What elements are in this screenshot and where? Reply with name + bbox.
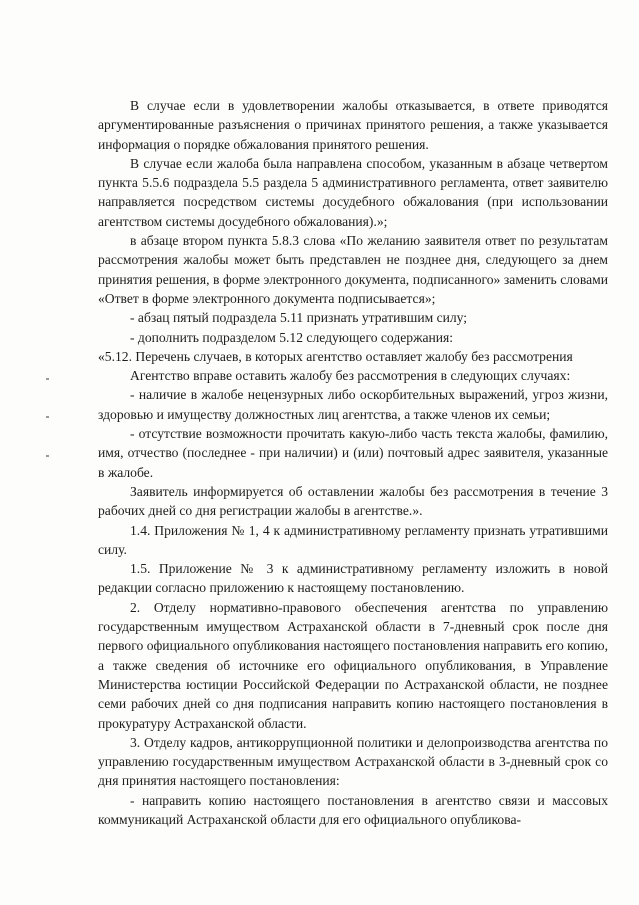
paragraph: 2. Отделу нормативно-правового обеспечения агентства по управлению государственным имуществом Астраханской области в 7-дневный срок после дня первого официального опубликования настоящего постановления направить его копию, а также сведения об источнике его официального опубликования, в Управление Министерства юстиции Российской Федерации по Астраханской области, не позднее семи рабочих дней со дня подписания направить копию настоящего постановления в прокуратуру Астраханской области. [98, 599, 608, 731]
paragraph: Заявитель информируется об оставлении жалобы без рассмотрения в течение 3 рабочих дней со дня регистрации жалобы в агентстве.». [98, 483, 608, 519]
paragraph: Агентство вправе оставить жалобу без рассмотрения в следующих случаях: [130, 368, 571, 384]
paragraph: в абзаце втором пункта 5.8.3 слова «По желанию заявителя ответ по результатам рассмотрения жалобы может быть представлен не позднее дня, следующего за днем принятия решения, в форме электронного документа, подписанного» заменить словами «Ответ в форме электронного документа подписывается»; [98, 233, 608, 306]
paragraph: «5.12. Перечень случаев, в которых агентство оставляет жалобу без рассмотрения [98, 348, 573, 364]
paragraph: 1.5. Приложение № 3 к административному регламенту изложить в новой редакции согласно приложению к настоящему постановлению. [98, 561, 608, 596]
paragraph: - направить копию настоящего постановления в агентство связи и массовых коммуникаций Астраханской области для его официального опубликова- [98, 792, 608, 827]
paragraph: В случае если жалоба была направлена способом, указанным в абзаце четвертом пункта 5.5.6 подраздела 5.5 раздела 5 административного регламента, ответ заявителю направляется посредством системы досудебного обжалования (при использовании агентством системы досудебного обжалования).»; [98, 155, 608, 229]
paragraph: - наличие в жалобе нецензурных либо оскорбительных выражений, угроз жизни, здоровью и имуществу должностных лиц агентства, а также членов их семьи; [98, 387, 608, 422]
scan-mark [46, 416, 49, 418]
paragraph: 3. Отделу кадров, антикоррупционной политики и делопроизводства агентства по управлению государственным имуществом Астраханской области в 3-дневный срок со дня принятия настоящего постановления: [98, 734, 608, 789]
paragraph: - дополнить подразделом 5.12 следующего содержания: [130, 329, 454, 345]
paragraph: - отсутствие возможности прочитать какую-либо часть текста жалобы, фамилию, имя, отчество (последнее - при наличии) и (или) почтовый адрес заявителя, указанные в жалобе. [98, 426, 608, 480]
paragraph: - абзац пятый подраздела 5.11 признать утратившим силу; [130, 310, 468, 326]
paragraph: 1.4. Приложения № 1, 4 к административному регламенту признать утратившими силу. [98, 522, 608, 557]
paragraph: В случае если в удовлетворении жалобы отказывается, в ответе приводятся аргументированные разъяснения о причинах принятого решения, а также указывается информация о порядке обжалования принятого решения. [98, 98, 608, 152]
scan-mark [46, 455, 49, 457]
scan-mark [46, 378, 49, 380]
document-body [98, 96, 608, 829]
